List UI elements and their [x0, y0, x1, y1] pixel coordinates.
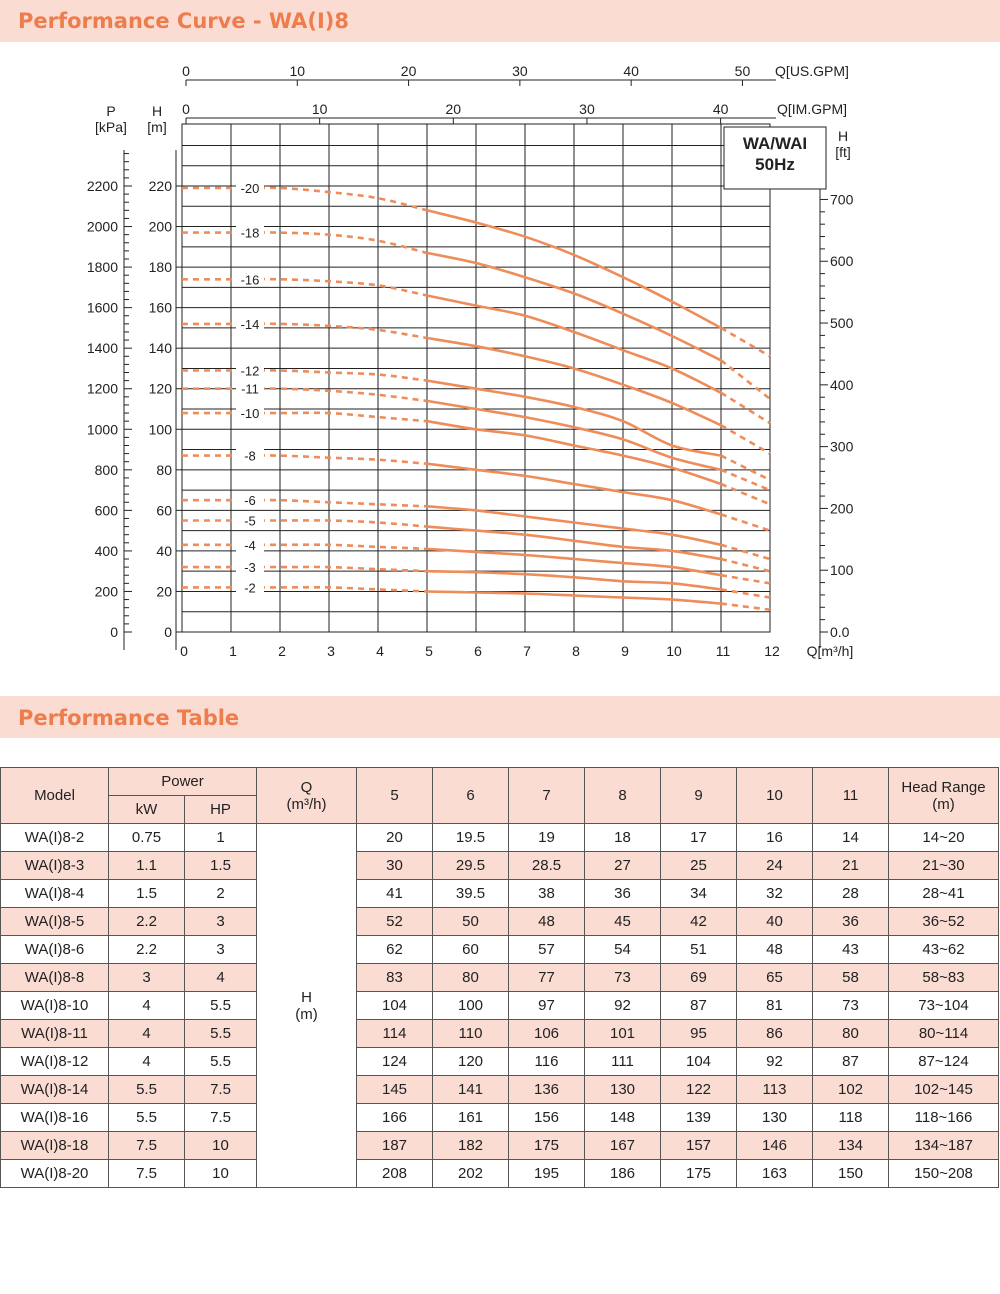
head-range-cell: 36~52	[889, 908, 999, 936]
head-value-cell: 87	[661, 992, 737, 1020]
h-unit: (m)	[295, 1005, 318, 1023]
ft-tick-label: 300	[830, 438, 854, 455]
curve-dashed-left	[182, 587, 427, 591]
head-value-cell: 148	[585, 1104, 661, 1132]
us-gpm-tick-label: 50	[734, 63, 751, 79]
h-tick-label: 140	[148, 340, 172, 357]
head-value-cell: 102	[813, 1076, 889, 1104]
curve-label: -2	[244, 580, 256, 596]
h-tick-label: 80	[156, 461, 172, 478]
head-range-cell: 102~145	[889, 1076, 999, 1104]
x-tick-label: 0	[180, 643, 188, 659]
curve-dashed-right	[721, 328, 770, 356]
head-value-cell: 139	[661, 1104, 737, 1132]
curve-dashed-right	[721, 545, 770, 559]
head-value-cell: 16	[737, 824, 813, 852]
curve-dashed-left	[182, 567, 427, 571]
head-value-cell: 87	[813, 1048, 889, 1076]
curve-label: -8	[244, 448, 256, 464]
im-gpm-tick-label: 10	[311, 101, 328, 117]
head-value-cell: 20	[357, 824, 433, 852]
head-value-cell: 100	[433, 992, 509, 1020]
header-q-11: 11	[813, 768, 889, 824]
curve-dashed-right	[721, 589, 770, 597]
curve-dashed-left	[182, 232, 427, 252]
curve-dashed-left	[182, 455, 427, 463]
curve-dashed-right	[721, 575, 770, 583]
table-row	[1, 1048, 999, 1076]
x-tick-label: 7	[523, 643, 531, 659]
table-row	[1, 852, 999, 880]
head-value-cell: 182	[433, 1132, 509, 1160]
header-q-9: 9	[661, 768, 737, 824]
head-value-cell: 114	[357, 1020, 433, 1048]
head-value-cell: 42	[661, 908, 737, 936]
curve-label: -4	[244, 537, 256, 553]
hp-cell: 5.5	[185, 1048, 257, 1076]
performance-chart	[0, 42, 1000, 682]
hp-cell: 1.5	[185, 852, 257, 880]
head-value-cell: 29.5	[433, 852, 509, 880]
kw-cell: 1.5	[109, 880, 185, 908]
head-value-cell: 187	[357, 1132, 433, 1160]
head-value-cell: 156	[509, 1104, 585, 1132]
curve-dashed-left	[182, 520, 427, 526]
page-title: Performance Curve - WA(I)8	[18, 9, 349, 33]
head-value-cell: 57	[509, 936, 585, 964]
curve-dashed-right	[721, 470, 770, 490]
x-tick-label: 1	[229, 643, 237, 659]
x-tick-label: 4	[376, 643, 384, 659]
p-axis-label: P	[106, 103, 116, 119]
table-row	[1, 1076, 999, 1104]
curve-dashed-right	[721, 514, 770, 530]
kw-cell: 0.75	[109, 824, 185, 852]
head-value-cell: 41	[357, 880, 433, 908]
head-value-cell: 60	[433, 936, 509, 964]
head-value-cell: 62	[357, 936, 433, 964]
head-value-cell: 80	[813, 1020, 889, 1048]
curve-label: -10	[240, 406, 260, 422]
head-value-cell: 81	[737, 992, 813, 1020]
h-tick-label: 0	[164, 624, 172, 640]
h-tick-label: 120	[148, 380, 172, 397]
im-gpm-tick-label: 0	[182, 101, 190, 117]
legend-line-model: WA/WAI	[742, 134, 808, 153]
hp-cell: 1	[185, 824, 257, 852]
table-row	[1, 908, 999, 936]
head-value-cell: 50	[433, 908, 509, 936]
x-tick-label: 5	[425, 643, 433, 659]
table-title: Performance Table	[18, 706, 240, 730]
header-model: Model	[1, 768, 109, 824]
model-cell: WA(I)8-11	[1, 1020, 109, 1048]
kw-cell: 4	[109, 1020, 185, 1048]
hp-cell: 7.5	[185, 1076, 257, 1104]
head-value-cell: 54	[585, 936, 661, 964]
ft-tick-label: 400	[830, 376, 854, 393]
p-tick-label: 1000	[86, 421, 118, 438]
kw-cell: 7.5	[109, 1160, 185, 1188]
ft-tick-label: 600	[830, 253, 854, 270]
head-value-cell: 77	[509, 964, 585, 992]
head-value-cell: 43	[813, 936, 889, 964]
table-header-banner	[0, 696, 1000, 738]
head-value-cell: 120	[433, 1048, 509, 1076]
hp-cell: 5.5	[185, 992, 257, 1020]
x-tick-label: 12	[764, 643, 780, 659]
head-value-cell: 34	[661, 880, 737, 908]
table-row	[1, 880, 999, 908]
table-row	[1, 824, 999, 852]
model-cell: WA(I)8-3	[1, 852, 109, 880]
ft-axis-unit: [ft]	[835, 144, 851, 160]
p-tick-label: 400	[94, 542, 118, 559]
curve-dashed-left	[182, 389, 427, 401]
curve-label: -20	[240, 181, 260, 197]
head-value-cell: 39.5	[433, 880, 509, 908]
model-cell: WA(I)8-14	[1, 1076, 109, 1104]
head-value-cell: 48	[509, 908, 585, 936]
us-gpm-tick-label: 40	[623, 63, 639, 79]
head-value-cell: 157	[661, 1132, 737, 1160]
curve-dashed-left	[182, 188, 427, 211]
table-row	[1, 936, 999, 964]
ft-tick-label: 100	[830, 562, 854, 579]
performance-table	[0, 767, 999, 1188]
head-value-cell: 25	[661, 852, 737, 880]
header-head-range	[889, 768, 999, 824]
head-value-cell: 113	[737, 1076, 813, 1104]
ft-axis-label: H	[837, 128, 849, 144]
hp-cell: 10	[185, 1160, 257, 1188]
head-value-cell: 175	[661, 1160, 737, 1188]
head-value-cell: 95	[661, 1020, 737, 1048]
header-q-8: 8	[585, 768, 661, 824]
header-q-unit: (m³/h)	[286, 795, 327, 813]
p-tick-label: 800	[94, 461, 118, 478]
p-tick-label: 0	[110, 624, 118, 640]
h-unit-cell	[257, 824, 357, 1188]
model-cell: WA(I)8-10	[1, 992, 109, 1020]
p-tick-label: 2000	[86, 218, 118, 235]
curve-label: -11	[241, 381, 259, 397]
header-q-10: 10	[737, 768, 813, 824]
head-value-cell: 146	[737, 1132, 813, 1160]
hp-cell: 7.5	[185, 1104, 257, 1132]
model-cell: WA(I)8-5	[1, 908, 109, 936]
curve-label: -12	[240, 363, 260, 379]
head-value-cell: 130	[585, 1076, 661, 1104]
kw-cell: 2.2	[109, 908, 185, 936]
kw-cell: 2.2	[109, 936, 185, 964]
head-value-cell: 24	[737, 852, 813, 880]
h-label: H	[301, 988, 312, 1006]
head-value-cell: 118	[813, 1104, 889, 1132]
curve-dashed-left	[182, 370, 427, 380]
head-value-cell: 73	[813, 992, 889, 1020]
im-gpm-tick-label: 20	[445, 101, 462, 117]
curve-label: -18	[240, 225, 260, 241]
header-head-range-label: Head Range	[901, 778, 986, 796]
x-tick-label: 9	[621, 643, 629, 659]
model-cell: WA(I)8-8	[1, 964, 109, 992]
hp-cell: 2	[185, 880, 257, 908]
hp-cell: 3	[185, 936, 257, 964]
x-tick-label: 10	[666, 643, 682, 659]
head-range-cell: 73~104	[889, 992, 999, 1020]
kw-cell: 4	[109, 1048, 185, 1076]
head-value-cell: 167	[585, 1132, 661, 1160]
head-value-cell: 28	[813, 880, 889, 908]
curve-header-banner	[0, 0, 1000, 42]
head-range-cell: 21~30	[889, 852, 999, 880]
head-value-cell: 92	[737, 1048, 813, 1076]
model-cell: WA(I)8-18	[1, 1132, 109, 1160]
p-tick-label: 1400	[86, 340, 118, 357]
hp-cell: 10	[185, 1132, 257, 1160]
head-value-cell: 27	[585, 852, 661, 880]
h-tick-label: 160	[148, 299, 172, 316]
curve-dashed-right	[721, 393, 770, 423]
header-q-6: 6	[433, 768, 509, 824]
head-value-cell: 136	[509, 1076, 585, 1104]
head-value-cell: 161	[433, 1104, 509, 1132]
head-value-cell: 45	[585, 908, 661, 936]
h-tick-label: 100	[148, 421, 172, 438]
head-value-cell: 202	[433, 1160, 509, 1188]
head-value-cell: 40	[737, 908, 813, 936]
kw-cell: 5.5	[109, 1076, 185, 1104]
header-q-label: Q	[300, 778, 313, 796]
head-value-cell: 69	[661, 964, 737, 992]
kw-cell: 1.1	[109, 852, 185, 880]
kw-cell: 4	[109, 992, 185, 1020]
head-value-cell: 104	[661, 1048, 737, 1076]
head-value-cell: 163	[737, 1160, 813, 1188]
table-row	[1, 964, 999, 992]
header-kw: kW	[109, 796, 185, 824]
head-value-cell: 80	[433, 964, 509, 992]
im-gpm-tick-label: 40	[712, 101, 729, 117]
head-value-cell: 65	[737, 964, 813, 992]
head-range-cell: 150~208	[889, 1160, 999, 1188]
p-tick-label: 1800	[86, 259, 118, 276]
head-range-cell: 28~41	[889, 880, 999, 908]
head-value-cell: 52	[357, 908, 433, 936]
kw-cell: 3	[109, 964, 185, 992]
head-range-cell: 87~124	[889, 1048, 999, 1076]
us-gpm-tick-label: 0	[182, 63, 190, 79]
head-value-cell: 32	[737, 880, 813, 908]
x-axis-label: Q[m³/h]	[806, 643, 854, 659]
header-q	[257, 768, 357, 824]
ft-tick-label: 200	[830, 500, 854, 517]
curve-dashed-right	[721, 456, 770, 480]
head-value-cell: 36	[813, 908, 889, 936]
im-gpm-axis-label: Q[IM.GPM]	[777, 101, 847, 117]
header-q-5: 5	[357, 768, 433, 824]
head-value-cell: 122	[661, 1076, 737, 1104]
h-tick-label: 200	[148, 218, 172, 235]
x-tick-label: 3	[327, 643, 335, 659]
curve-label: -3	[244, 560, 256, 576]
curve-dashed-left	[182, 545, 427, 549]
head-value-cell: 36	[585, 880, 661, 908]
header-power: Power	[109, 768, 257, 796]
model-cell: WA(I)8-20	[1, 1160, 109, 1188]
us-gpm-tick-label: 30	[512, 63, 528, 79]
header-hp: HP	[185, 796, 257, 824]
kw-cell: 5.5	[109, 1104, 185, 1132]
table-row	[1, 1132, 999, 1160]
curve-dashed-left	[182, 324, 427, 338]
head-range-cell: 134~187	[889, 1132, 999, 1160]
us-gpm-axis-label: Q[US.GPM]	[775, 63, 849, 79]
header-q-7: 7	[509, 768, 585, 824]
ft-tick-label: 700	[830, 191, 854, 208]
model-cell: WA(I)8-12	[1, 1048, 109, 1076]
head-value-cell: 150	[813, 1160, 889, 1188]
x-tick-label: 2	[278, 643, 286, 659]
model-cell: WA(I)8-4	[1, 880, 109, 908]
legend-line-frequency: 50Hz	[755, 155, 795, 174]
head-range-cell: 14~20	[889, 824, 999, 852]
head-value-cell: 110	[433, 1020, 509, 1048]
header-head-range-unit: (m)	[932, 795, 955, 813]
model-cell: WA(I)8-6	[1, 936, 109, 964]
head-value-cell: 134	[813, 1132, 889, 1160]
model-cell: WA(I)8-16	[1, 1104, 109, 1132]
head-value-cell: 175	[509, 1132, 585, 1160]
table-row	[1, 1104, 999, 1132]
head-value-cell: 73	[585, 964, 661, 992]
x-tick-label: 11	[715, 643, 731, 659]
curve-dashed-right	[721, 559, 770, 571]
h-tick-label: 180	[148, 259, 172, 276]
p-tick-label: 2200	[86, 178, 118, 194]
h-tick-label: 220	[148, 178, 172, 194]
head-value-cell: 17	[661, 824, 737, 852]
head-value-cell: 116	[509, 1048, 585, 1076]
head-value-cell: 19.5	[433, 824, 509, 852]
head-value-cell: 21	[813, 852, 889, 880]
head-range-cell: 118~166	[889, 1104, 999, 1132]
head-value-cell: 111	[585, 1048, 661, 1076]
head-value-cell: 48	[737, 936, 813, 964]
head-value-cell: 130	[737, 1104, 813, 1132]
p-axis-unit: [kPa]	[95, 119, 127, 135]
curve-dashed-right	[721, 604, 770, 610]
head-value-cell: 19	[509, 824, 585, 852]
us-gpm-tick-label: 10	[289, 63, 306, 79]
h-axis-label: H	[151, 103, 163, 119]
head-range-cell: 58~83	[889, 964, 999, 992]
head-value-cell: 208	[357, 1160, 433, 1188]
head-value-cell: 18	[585, 824, 661, 852]
hp-cell: 5.5	[185, 1020, 257, 1048]
head-value-cell: 106	[509, 1020, 585, 1048]
p-tick-label: 600	[94, 502, 118, 519]
p-tick-label: 1600	[86, 299, 118, 316]
head-value-cell: 124	[357, 1048, 433, 1076]
h-tick-label: 60	[156, 502, 172, 519]
head-value-cell: 97	[509, 992, 585, 1020]
curve-label: -5	[244, 513, 256, 529]
table-row	[1, 1160, 999, 1188]
head-value-cell: 195	[509, 1160, 585, 1188]
kw-cell: 7.5	[109, 1132, 185, 1160]
head-value-cell: 83	[357, 964, 433, 992]
head-value-cell: 186	[585, 1160, 661, 1188]
curve-label: -14	[240, 316, 260, 332]
model-cell: WA(I)8-2	[1, 824, 109, 852]
head-value-cell: 38	[509, 880, 585, 908]
head-value-cell: 28.5	[509, 852, 585, 880]
head-value-cell: 104	[357, 992, 433, 1020]
curve-label: -16	[240, 272, 260, 288]
curve-dashed-right	[721, 360, 770, 399]
head-value-cell: 58	[813, 964, 889, 992]
us-gpm-tick-label: 20	[400, 63, 417, 79]
h-tick-label: 20	[156, 583, 172, 600]
head-value-cell: 141	[433, 1076, 509, 1104]
curve-label: -6	[244, 493, 256, 509]
h-axis-unit: [m]	[147, 119, 167, 135]
table-row	[1, 992, 999, 1020]
ft-tick-label: 0.0	[830, 624, 850, 640]
head-value-cell: 101	[585, 1020, 661, 1048]
h-tick-label: 40	[156, 542, 172, 559]
head-value-cell: 51	[661, 936, 737, 964]
head-range-cell: 43~62	[889, 936, 999, 964]
head-value-cell: 14	[813, 824, 889, 852]
head-value-cell: 145	[357, 1076, 433, 1104]
p-tick-label: 200	[94, 583, 118, 600]
curve-dashed-left	[182, 500, 427, 506]
head-value-cell: 166	[357, 1104, 433, 1132]
curve-dashed-left	[182, 413, 427, 421]
hp-cell: 3	[185, 908, 257, 936]
head-range-cell: 80~114	[889, 1020, 999, 1048]
x-tick-label: 8	[572, 643, 580, 659]
table-row	[1, 1020, 999, 1048]
ft-tick-label: 500	[830, 315, 854, 332]
head-value-cell: 86	[737, 1020, 813, 1048]
x-tick-label: 6	[474, 643, 482, 659]
p-tick-label: 1200	[86, 380, 118, 397]
head-value-cell: 30	[357, 852, 433, 880]
hp-cell: 4	[185, 964, 257, 992]
im-gpm-tick-label: 30	[579, 101, 595, 117]
head-value-cell: 92	[585, 992, 661, 1020]
